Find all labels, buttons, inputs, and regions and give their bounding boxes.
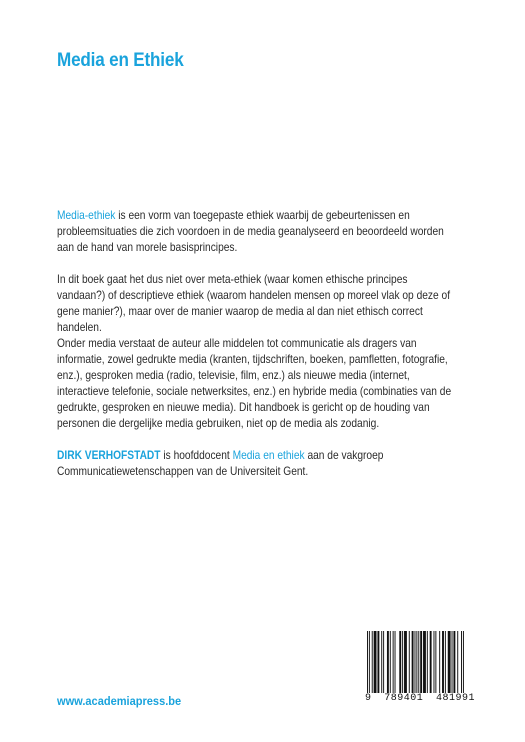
barcode-bar [412,631,414,697]
barcode-bar [393,631,394,697]
barcode-bar [461,631,462,697]
barcode-digit-group-1: 789401 [384,693,424,704]
barcode-bar [374,631,377,697]
course-name: Media en ethiek [232,449,305,462]
barcode-bar [423,631,426,697]
barcode-bar [420,631,422,697]
barcode-bar [439,631,440,697]
barcode-bar [418,631,419,697]
book-title: Media en Ethiek [57,50,184,71]
author-bio [57,448,452,480]
barcode-bar [442,631,444,697]
paragraph-media: Onder media verstaat de auteur alle middelen tot communicatie als dragers van informatie, zowel gedrukte media (kranten, tijdschriften, boeken, pamfletten, fotografie, enz.), gesproken media (radio, televisie, film, enz.) als nieuwe media (internet, interactieve telefonie, sociale netwerksites, enz.) en hybride media (combinaties van de gedrukte, gesproken en nieuwe media). Dit handboek is gericht op de houding van personen die dergelijke media gebruiken, niet op de media als zodanig. [57,337,452,430]
barcode-digit-prefix: 9 [365,693,372,704]
barcode-bar [369,631,370,697]
definition-text: is een vorm van toegepaste ethiek waarbij de gebeurtenissen en probleemsituaties die zich voordoen in de media geanalyseerd en beoordeeld worden aan de hand van morele basisprincipes. [57,209,444,254]
barcode-bar [415,631,416,697]
paragraph-scope: In dit boek gaat het dus niet over meta-ethiek (waar komen ethische principes vandaan?) of descriptieve ethiek (waarom handelen mensen op moreel vlak op deze of gene manier?), maar over de manier waarop de media al dan niet ethisch correct handelen. [57,273,451,334]
publisher-website[interactable]: www.academiapress.be [57,694,182,708]
barcode-bar [409,631,410,697]
barcode-bar [457,631,458,697]
barcode-bar [402,631,403,697]
barcode-bar [445,631,446,697]
author-text-2: aan de vakgroep Communicatiewetenschappen van de Universiteit Gent. [57,449,384,478]
barcode-bar [427,631,428,697]
barcode-bar [367,631,368,697]
isbn-barcode [364,631,476,709]
barcode-bar [434,631,435,697]
barcode-bar [383,631,384,697]
barcode-bar [372,631,373,697]
barcode-bar [404,631,407,697]
barcode-bar [448,631,451,697]
barcode-bar [430,631,432,697]
barcode-digit-group-2: 481991 [435,693,475,704]
barcode-bar [435,631,436,697]
blurb [57,208,452,480]
paragraph-definition [57,208,452,256]
barcode-bar [452,631,453,697]
barcode-bar [453,631,455,697]
author-text-1: is hoofddocent [160,449,233,462]
barcode-digits [364,693,476,707]
author-name: DIRK VERHOFSTADT [57,449,161,462]
barcode-bars [364,631,476,697]
barcode-bar [377,631,379,697]
barcode-bar [416,631,417,697]
barcode-bar [463,631,464,697]
term-media-ethiek: Media-ethiek [57,209,116,222]
barcode-bar [381,631,382,697]
barcode-bar [387,631,389,697]
barcode-bar [395,631,396,697]
barcode-bar [390,631,391,697]
barcode-bar [399,631,401,697]
